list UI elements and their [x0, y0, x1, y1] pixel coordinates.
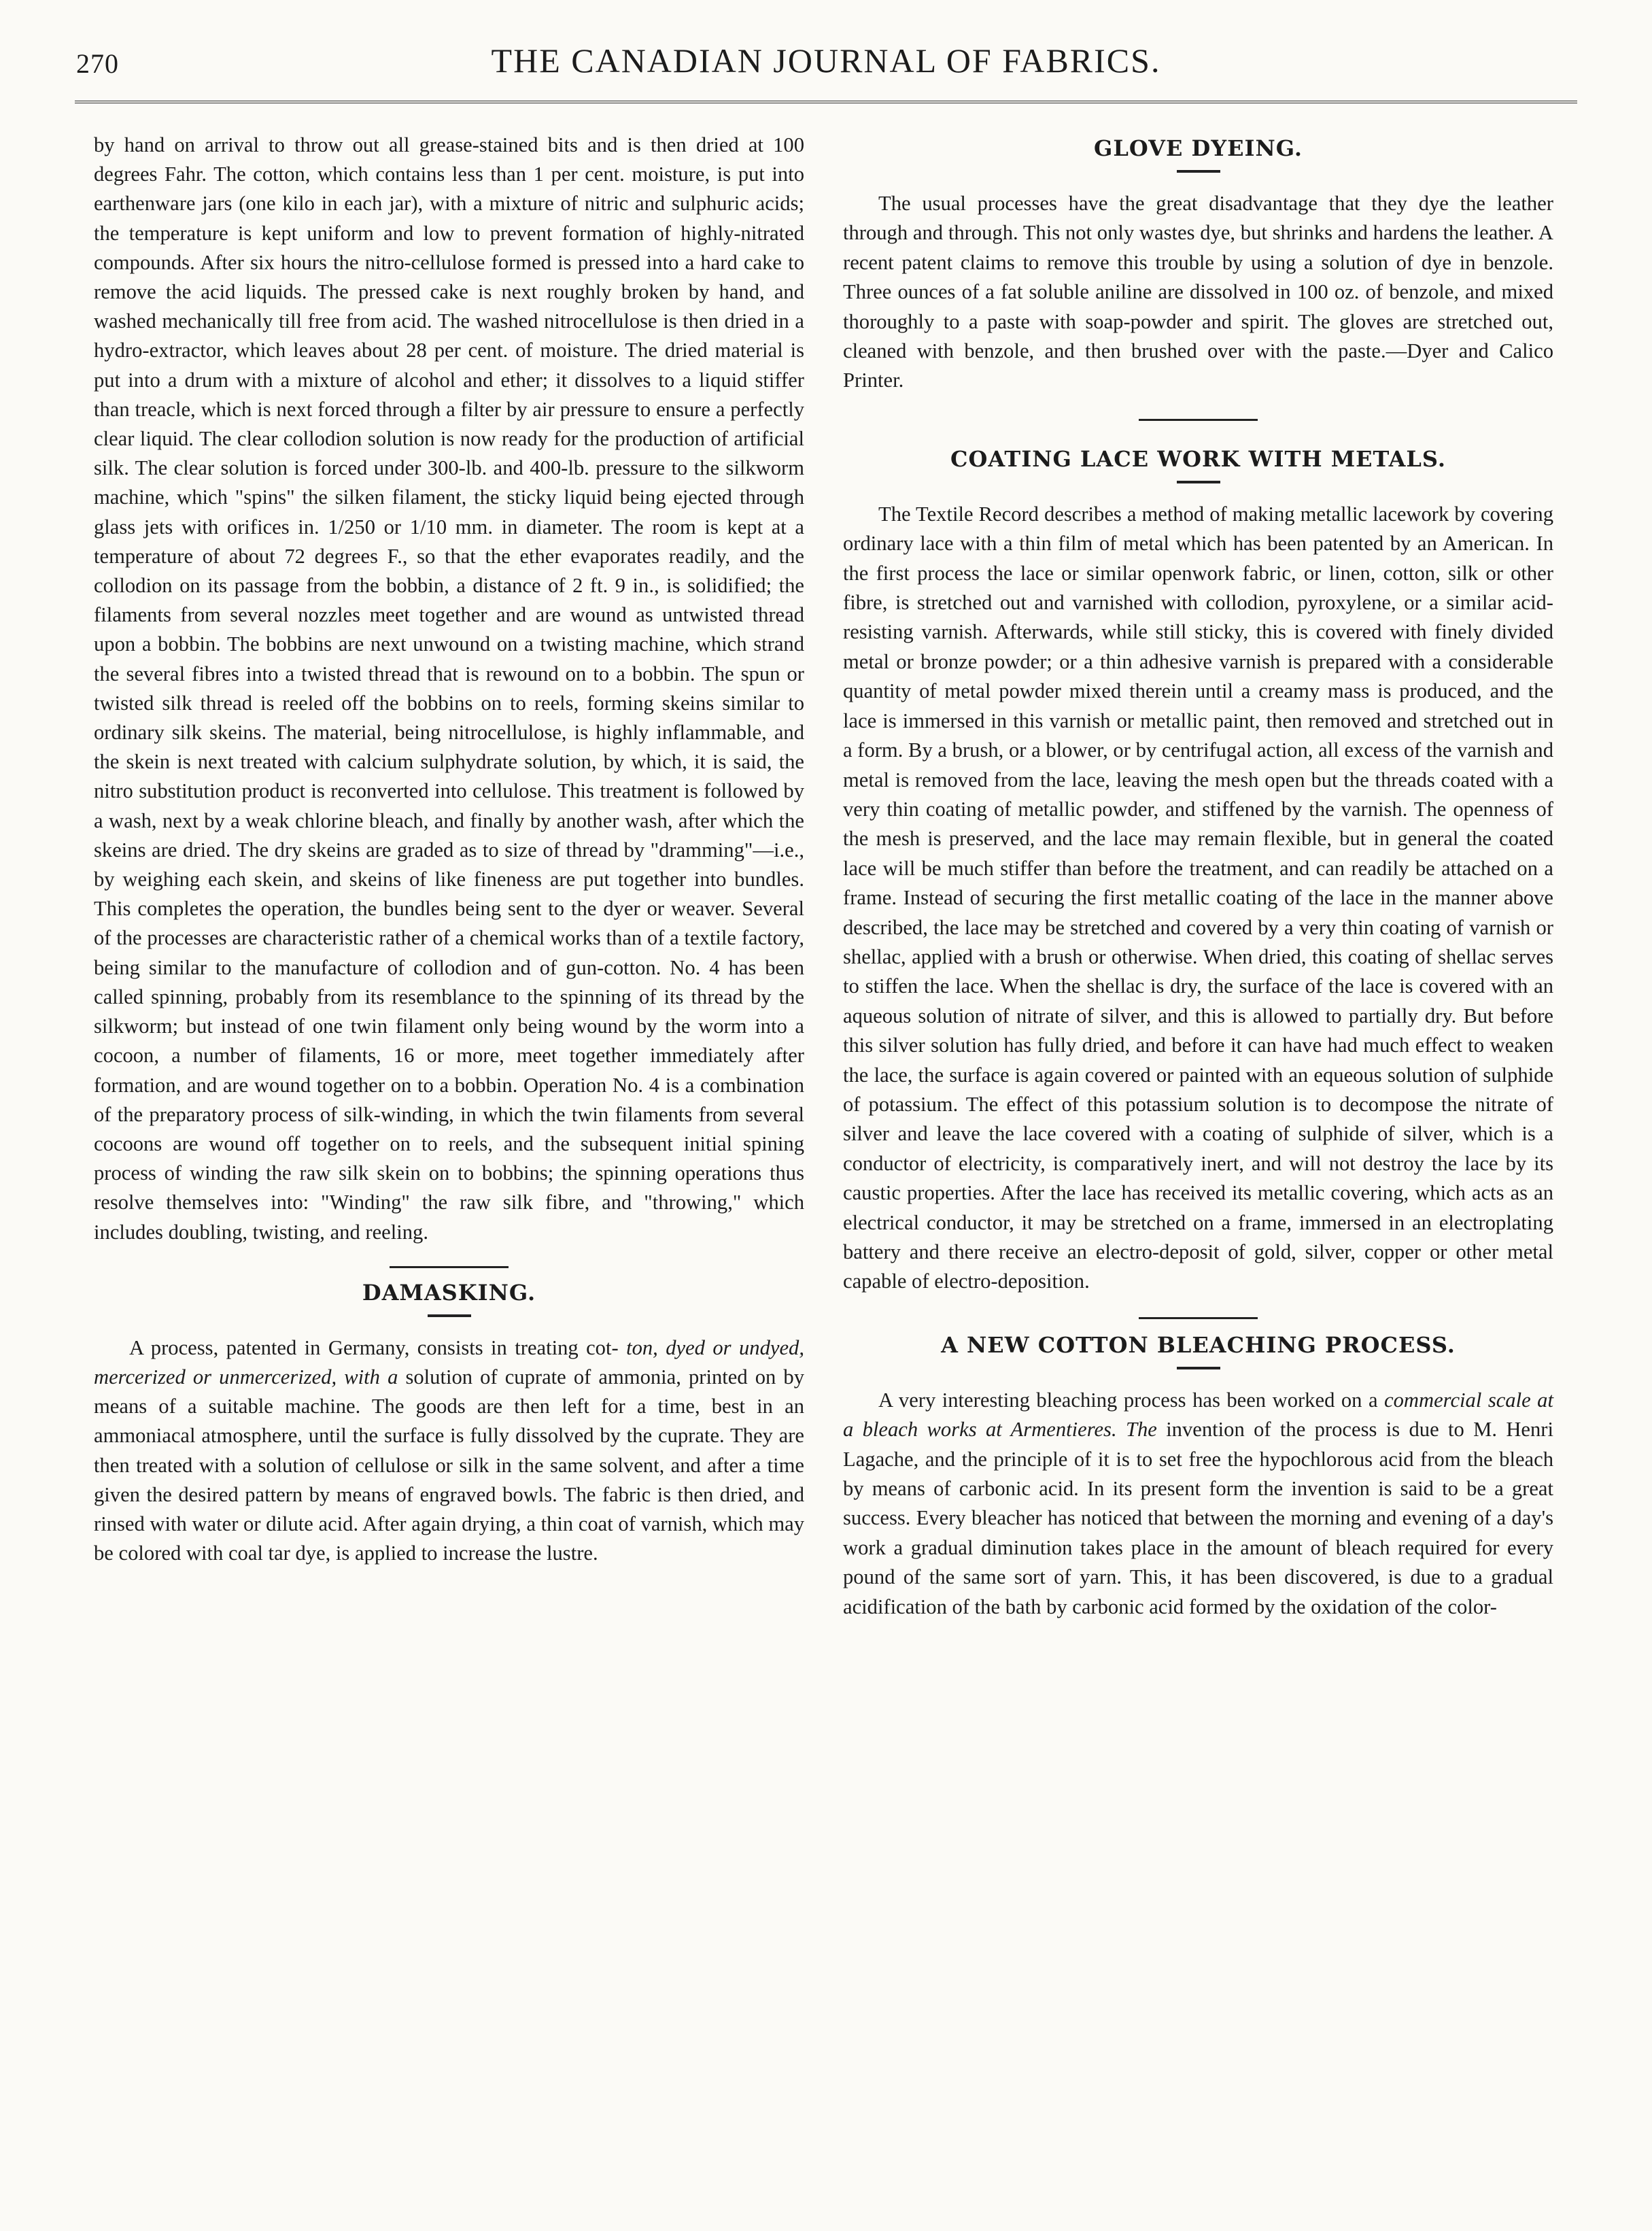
bleaching-title-rule	[1177, 1367, 1220, 1369]
coating-lace-headline: COATING LACE WORK WITH METALS.	[950, 445, 1446, 472]
glove-dyeing-headline: GLOVE DYEING.	[1093, 135, 1303, 161]
left-column	[94, 131, 804, 1568]
bleaching-body-start: A very interesting bleaching process has been worked on a	[878, 1388, 1378, 1412]
running-head-title: THE CANADIAN JOURNAL OF FABRICS.	[491, 41, 1161, 80]
damasking-headline: DAMASKING.	[362, 1279, 536, 1306]
bleaching-body-rest: invention of the process is due to M. Henri Lagache, and the principle of it is to set free the hypochlorous acid from the bleach by means of carbonic acid. In its present form the invention is said to be a great success. Every bleacher has noticed that between the morning and evening of a day's work a gradual diminution takes place in the amount of bleach required for every pound of the same sort of yarn. This, it has been discovered, is due to a gradual acidification of the bath by carbonic acid formed by the oxidation of the color-	[843, 1418, 1553, 1618]
damasking-body-start: A process, patented in Germany, consists in treating cot-	[129, 1335, 619, 1359]
section-divider-rule	[390, 1266, 509, 1268]
page-number: 270	[76, 48, 119, 79]
coating-lace-body: The Textile Record describes a method of making metallic lacework by covering ordinary lace with a thin film of metal which has been patented by an American. In the first process the lace or similar openwork fabric, or linen, cotton, silk or other fibre, is stretched out and varnished with collodion, pyroxylene, or a similar acid-resisting varnish. Afterwards, while still sticky, this is covered with finely divided metal or bronze powder; or a thin adhesive varnish is prepared with a considerable quantity of metal powder mixed therein until a creamy mass is produced, and the lace is immersed in this varnish or metallic paint, then removed and stretched out in a form. By a brush, or a blower, or by centrifugal action, all excess of the varnish and metal is removed from the lace, leaving the mesh open but the threads coated with a very thin coating of metallic powder, and stiffened by the varnish. The openness of the mesh is preserved, and the lace may remain flexible, but in general the coated lace will be much stiffer than before the treatment, and can readily be attached on a frame. Instead of securing the first metallic coating of the lace in the manner above described, the lace may be stretched and covered by a very thin coating of varnish or shellac, applied with a brush or otherwise. When dried, this coating of shellac serves to stiffen the lace. When the shellac is dry, the surface of the lace is covered with an aqueous solution of nitrate of silver, and this is allowed to partially dry. But before this silver solution has fully dried, and before it can have had much effect to weaken the lace, the surface is again covered or painted with an equeous solution of sulphide of potassium. The effect of this potassium solution is to decompose the nitrate of silver and leave the lace covered with a coating of sulphide of silver, which is a conductor of electricity, is comparatively inert, and will not destroy the lace by its caustic properties. After the lace has received its metallic covering, which acts as an electrical conductor, it may be stretched on a frame, immersed in an electroplating battery and there receive an electro-deposit of gold, silver, copper or other metal capable of electro-deposition.	[843, 502, 1553, 1293]
glove-dyeing-title-rule	[1177, 170, 1220, 173]
damasking-body	[94, 1333, 804, 1569]
bleaching-body	[843, 1386, 1553, 1622]
article-continuation-paragraph: by hand on arrival to throw out all grease-stained bits and is then dried at 100 degrees Fahr. The cotton, which contains less than 1 per cent. moisture, is put into earthenware jars (one kilo in each jar), with a mixture of nitric and sulphuric acids; the temperature is kept uniform and low to prevent formation of highly-nitrated compounds. After six hours the nitro-cellulose formed is pressed into a hard cake to remove the acid liquids. The pressed cake is next roughly broken by hand, and washed mechanically till free from acid. The washed nitrocellulose is then dried in a hydro-extractor, which leaves about 28 per cent. of moisture. The dried material is put into a drum with a mixture of alcohol and ether; it dissolves to a liquid stiffer than treacle, which is next forced through a filter by air pressure to ensure a perfectly clear liquid. The clear collodion solution is now ready for the production of artificial silk. The clear solution is forced under 300-lb. and 400-lb. pressure to the silkworm machine, which "spins" the silken filament, the sticky liquid being ejected through glass jets with orifices in. 1/250 or 1/10 mm. in diameter. The room is kept at a temperature of about 72 degrees F., so that the ether evaporates readily, and the collodion on its passage from the bobbin, a distance of 2 ft. 9 in., is solidified; the filaments from several nozzles meet together and are wound as untwisted thread upon a bobbin. The bobbins are next unwound on a twisting machine, which strand the several fibres into a twisted thread that is rewound on to a bobbin. The spun or twisted silk thread is reeled off the bobbins on to reels, forming skeins similar to ordinary silk skeins. The material, being nitrocellulose, is highly inflammable, and the skein is next treated with calcium sulphydrate solution, by which, it is said, the nitro substitution product is reconverted into cellulose. This treatment is followed by a wash, next by a weak chlorine bleach, and finally by another wash, after which the skeins are dried. The dry skeins are graded as to size of thread by "dramming"—i.e., by weighing each skein, and skeins of like fineness are put together into bundles. This completes the operation, the bundles being sent to the dyer or weaver. Several of the processes are characteristic rather of a chemical works than of a textile factory, being similar to the manufacture of collodion and of gun-cotton. No. 4 has been called spinning, probably from its resemblance to the spinning of its thread by the silkworm; but instead of one twin filament only being wound by the worm into a cocoon, a number of filaments, 16 or more, meet together immediately after formation, and are wound together on to a bobbin. Operation No. 4 is a combination of the preparatory process of silk-winding, in which the twin filaments from several cocoons are wound off together on to reels, and the subsequent initial spining process of winding the raw silk skein on to bobbins; the spinning operations thus resolve themselves into: "Winding" the raw silk fibre, and "throwing," which includes doubling, twisting, and reeling.	[94, 133, 804, 1244]
damasking-body-italic: ton, dyed or undyed, mercerized or unmercerized, with a	[94, 1335, 804, 1389]
section-divider-rule	[1139, 1317, 1258, 1319]
right-column	[843, 131, 1553, 1622]
header-rule	[75, 101, 1577, 103]
bleaching-body-italic: commercial scale at a bleach works at Armentieres. The	[843, 1388, 1553, 1442]
glove-dyeing-body: The usual processes have the great disadvantage that they dye the leather through and through. This not only wastes dye, but shrinks and hardens the leather. A recent patent claims to remove this trouble by using a solution of dye in benzole. Three ounces of a fat soluble aniline are dissolved in 100 oz. of benzole, and mixed thoroughly to a paste with soap-powder and spirit. The gloves are stretched out, cleaned with benzole, and then brushed over with the paste.—Dyer and Calico Printer.	[843, 192, 1553, 392]
bleaching-headline: A NEW COTTON BLEACHING PROCESS.	[941, 1331, 1456, 1358]
coating-lace-title-rule	[1177, 481, 1220, 483]
section-divider-rule	[1139, 419, 1258, 421]
damasking-body-rest: solution of cuprate of ammonia, printed on by means of a suitable machine. The goods are then left for a time, best in an ammoniacal atmosphere, until the surface is fully dissolved by the cuprate. They are then treated with a solution of cellulose or silk in the same solvent, and after a time given the desired pattern by means of engraved bowls. The fabric is then dried, and rinsed with water or dilute acid. After again drying, a thin coat of varnish, which may be colored with coal tar dye, is applied to increase the lustre.	[94, 1365, 804, 1565]
damasking-title-rule	[428, 1314, 471, 1317]
